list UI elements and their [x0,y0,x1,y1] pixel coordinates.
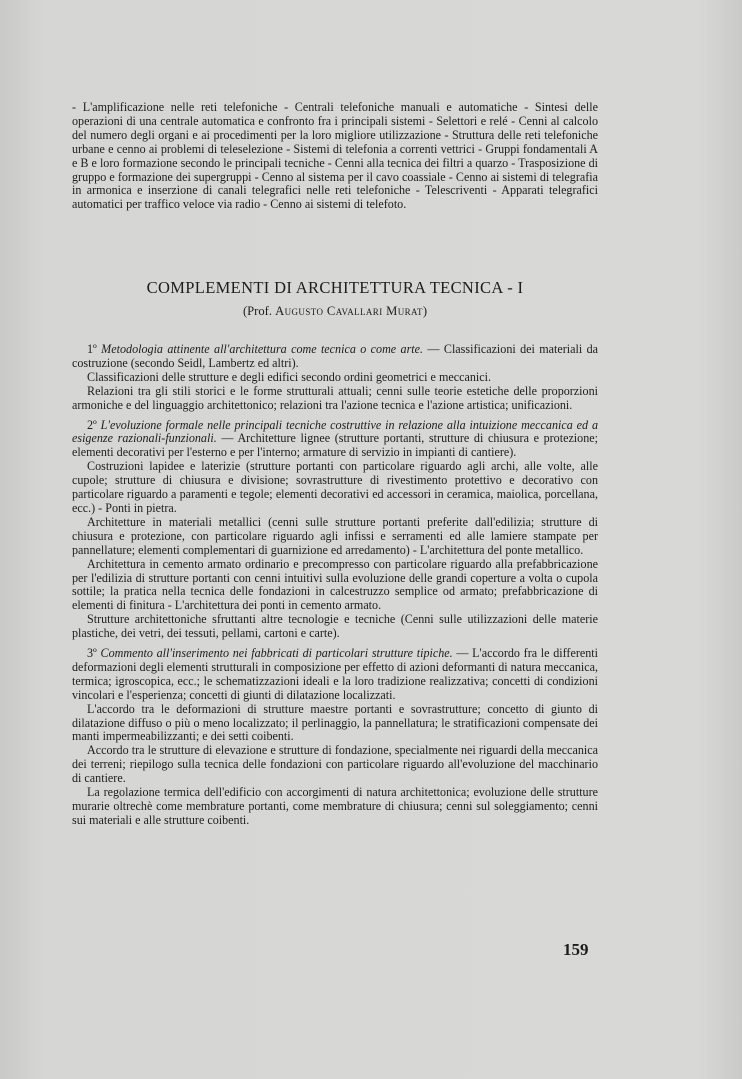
author-open: (Prof. [242,304,276,318]
section-heading: L'evoluzione formale nelle principali tecniche costruttive in relazione alla intuizione meccanica ed a esigenze razionali-funzionali. [72,417,598,446]
body-paragraph: L'accordo tra le deformazioni di strutture maestre portanti e sovrastrutture; concetto di giunto di dilatazione diffuso o più o meno localizzato; il perlinaggio, la pannellatura; le stratificazioni compensate dei manti impermeabilizzanti; e dei setti coibenti. [72,701,598,744]
body-paragraph: Classificazioni delle strutture e degli edifici secondo ordini geometrici e meccanici. [87,369,491,384]
author-line [72,304,598,319]
section-heading: Metodologia attinente all'architettura come tecnica o come arte. [101,342,424,356]
section-title: COMPLEMENTI DI ARCHITETTURA TECNICA - I [146,278,524,297]
section-lead-text: — Architetture lignee (strutture portanti, strutture di chiusura e protezione; elementi decorativi per l'esterno e per l'interno; armature di servizio in impianti di cantiere). [72,431,598,460]
section-2-lead [72,419,598,461]
intro-paragraph-block [72,101,598,212]
intro-paragraph: - L'amplificazione nelle reti telefoniche - Centrali telefoniche manuali e automatiche - Sintesi delle operazioni di una centrale automatica e confronto fra i principali sistemi - Selettori e relé - Cenni al calcolo del numero degli organi e ai procedimenti per la loro migliore utilizzazione - Struttura delle reti telefoniche urbane e cenno ai problemi di teleselezione - Sistemi di telefonia a correnti vettrici - Gruppi fondamentali A e B e loro formazione secondo le principali tecniche - Cenni alla tecnica dei filtri a quarzo - Trasposizione di gruppo e formazione dei supergruppi - Cenno al sistema per il cavo coassiale - Cenno ai sistemi di telegrafia in armonica e inserzione di canali telegrafici nelle reti telefoniche - Telescriventi - Apparati telegrafici automatici per traffico veloce via radio - Cenno ai sistemi di telefoto. [72,100,598,212]
body-paragraph: Costruzioni lapidee e laterizie (strutture portanti con particolare riguardo agli archi, alle volte, alle cupole; strutture di chiusura e divisione; sovrastrutture di rivestimento protettivo e decorativo con particolare riguardo a paramenti e tegole; elementi decorativi ed accessori in ceramica, maiolica, porcellana, ecc.) - Ponti in pietra. [72,459,598,515]
section-number: 1º [87,342,97,356]
page-number: 159 [563,940,589,959]
author-close: ) [422,304,428,318]
syllabus-body [72,343,598,828]
body-paragraph: La regolazione termica dell'edificio con accorgimenti di natura architettonica; evoluzione delle strutture murarie oltrechè come membrature portanti, come membrature di chiusura; cenni sul soleggiamento; cenni sui materiali e alle strutture coibenti. [72,785,598,827]
section-heading: Commento all'inserimento nei fabbricati di particolari strutture tipiche. [100,646,453,661]
section-1-lead [72,343,598,371]
body-paragraph: Architettura in cemento armato ordinario e precompresso con particolare riguardo alla prefabbricazione per l'edilizia di strutture portanti con cenni intuitivi sulla evoluzione delle grandi coperture a volta o cupola sottile; la pratica nella tecnica delle fondazioni in calcestruzzo semplice od armato; prefabbricazione di elementi di finitura - L'architettura dei ponti in cemento armato. [72,556,598,613]
section-number: 2º [87,417,97,432]
body-paragraph: Relazioni tra gli stili storici e le forme strutturali attuali; cenni sulle teorie estetiche delle proporzioni armoniche e del linguaggio architettonico; relazioni tra l'azione tecnica e l'azione artistica; unificazioni. [72,383,598,412]
body-paragraph: Strutture architettoniche sfruttanti altre tecnologie e tecniche (Cenni sulle utilizzazioni delle materie plastiche, dei vetri, dei tessuti, pellami, cartoni e carte). [72,612,598,641]
section-number: 3º [87,646,97,661]
author-name: Augusto Cavallari Murat [275,304,423,318]
section-3-lead [72,647,598,703]
body-paragraph: Architetture in materiali metallici (cenni sulle strutture portanti preferite dall'edilizia; strutture di chiusura e protezione, con particolare riguardo agli infissi e serramenti ed alle lamiere stampate per pannellature; elementi complementari di guarnizione ed arredamento) - L'architettura del ponte metallico. [72,514,598,557]
section-lead-text: — L'accordo fra le differenti deformazioni degli elementi strutturali in composizione per effetto di azioni deformanti di natura meccanica, termica; igroscopica, ecc.; le schematizzazioni ideali e la loro tradizione realizzativa; concetti di condizioni vincolari e l'esperienza; concetti di giunti di dilatazione localizzati. [72,646,598,702]
section-lead-text: — Classificazioni dei materiali da costruzione (secondo Seidl, Lambertz ed altri). [72,342,599,370]
body-paragraph: Accordo tra le strutture di elevazione e strutture di fondazione, specialmente nei riguardi della meccanica dei terreni; riepilogo sulla tecnica delle fondazioni con particolare riguardo all'evoluzione del macchinario di cantiere. [72,743,598,786]
